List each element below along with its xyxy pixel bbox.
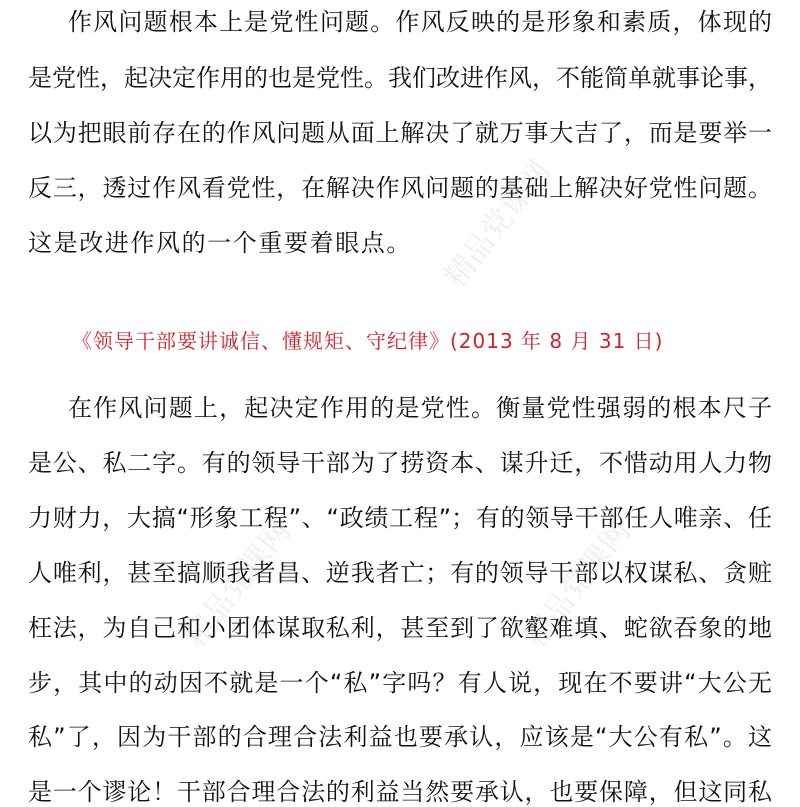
- watermark: 精品党课网: [177, 514, 298, 655]
- text-line: 人唯利，甚至搞顺我者昌、逆我者亡；有的领导干部以权谋私、贪赃: [28, 559, 772, 587]
- text-line: 是党性，起决定作用的也是党性。我们改进作风，不能简单就事论事，: [28, 64, 772, 92]
- text-line: 私”了，因为干部的合理合法利益也要承认，应该是“大公有私”。这: [28, 723, 772, 751]
- text-line: 反三，透过作风看党性，在解决作风问题的基础上解决好党性问题。: [28, 174, 772, 202]
- source-citation: 《领导干部要讲诚信、懂规矩、守纪律》(2013 年 8 月 31 日): [72, 329, 664, 353]
- text-line: 以为把眼前存在的作风问题从面上解决了就万事大吉了，而是要举一: [28, 119, 772, 147]
- text-line: 是公、私二字。有的领导干部为了捞资本、谋升迁，不惜动用人力物: [28, 449, 772, 477]
- text-line: 在作风问题上，起决定作用的是党性。衡量党性强弱的根本尺子: [68, 394, 772, 422]
- watermark: 精品党课网: [517, 514, 638, 655]
- text-line: 是一个谬论！干部合理合法的利益当然要承认，也要保障，但这同私: [28, 778, 772, 806]
- text-line: 枉法，为自己和小团体谋取私利，甚至到了欲壑难填、蛇欲吞象的地: [28, 614, 772, 642]
- text-line: 作风问题根本上是党性问题。作风反映的是形象和素质，体现的: [68, 8, 772, 36]
- text-line: 这是改进作风的一个重要着眼点。: [28, 229, 412, 257]
- watermark: 精品党课网: [437, 154, 558, 295]
- text-line: 步，其中的动因不就是一个“私”字吗？有人说，现在不要讲“大公无: [28, 669, 772, 697]
- text-line: 力财力，大搞“形象工程”、“政绩工程”；有的领导干部任人唯亲、任: [28, 504, 772, 532]
